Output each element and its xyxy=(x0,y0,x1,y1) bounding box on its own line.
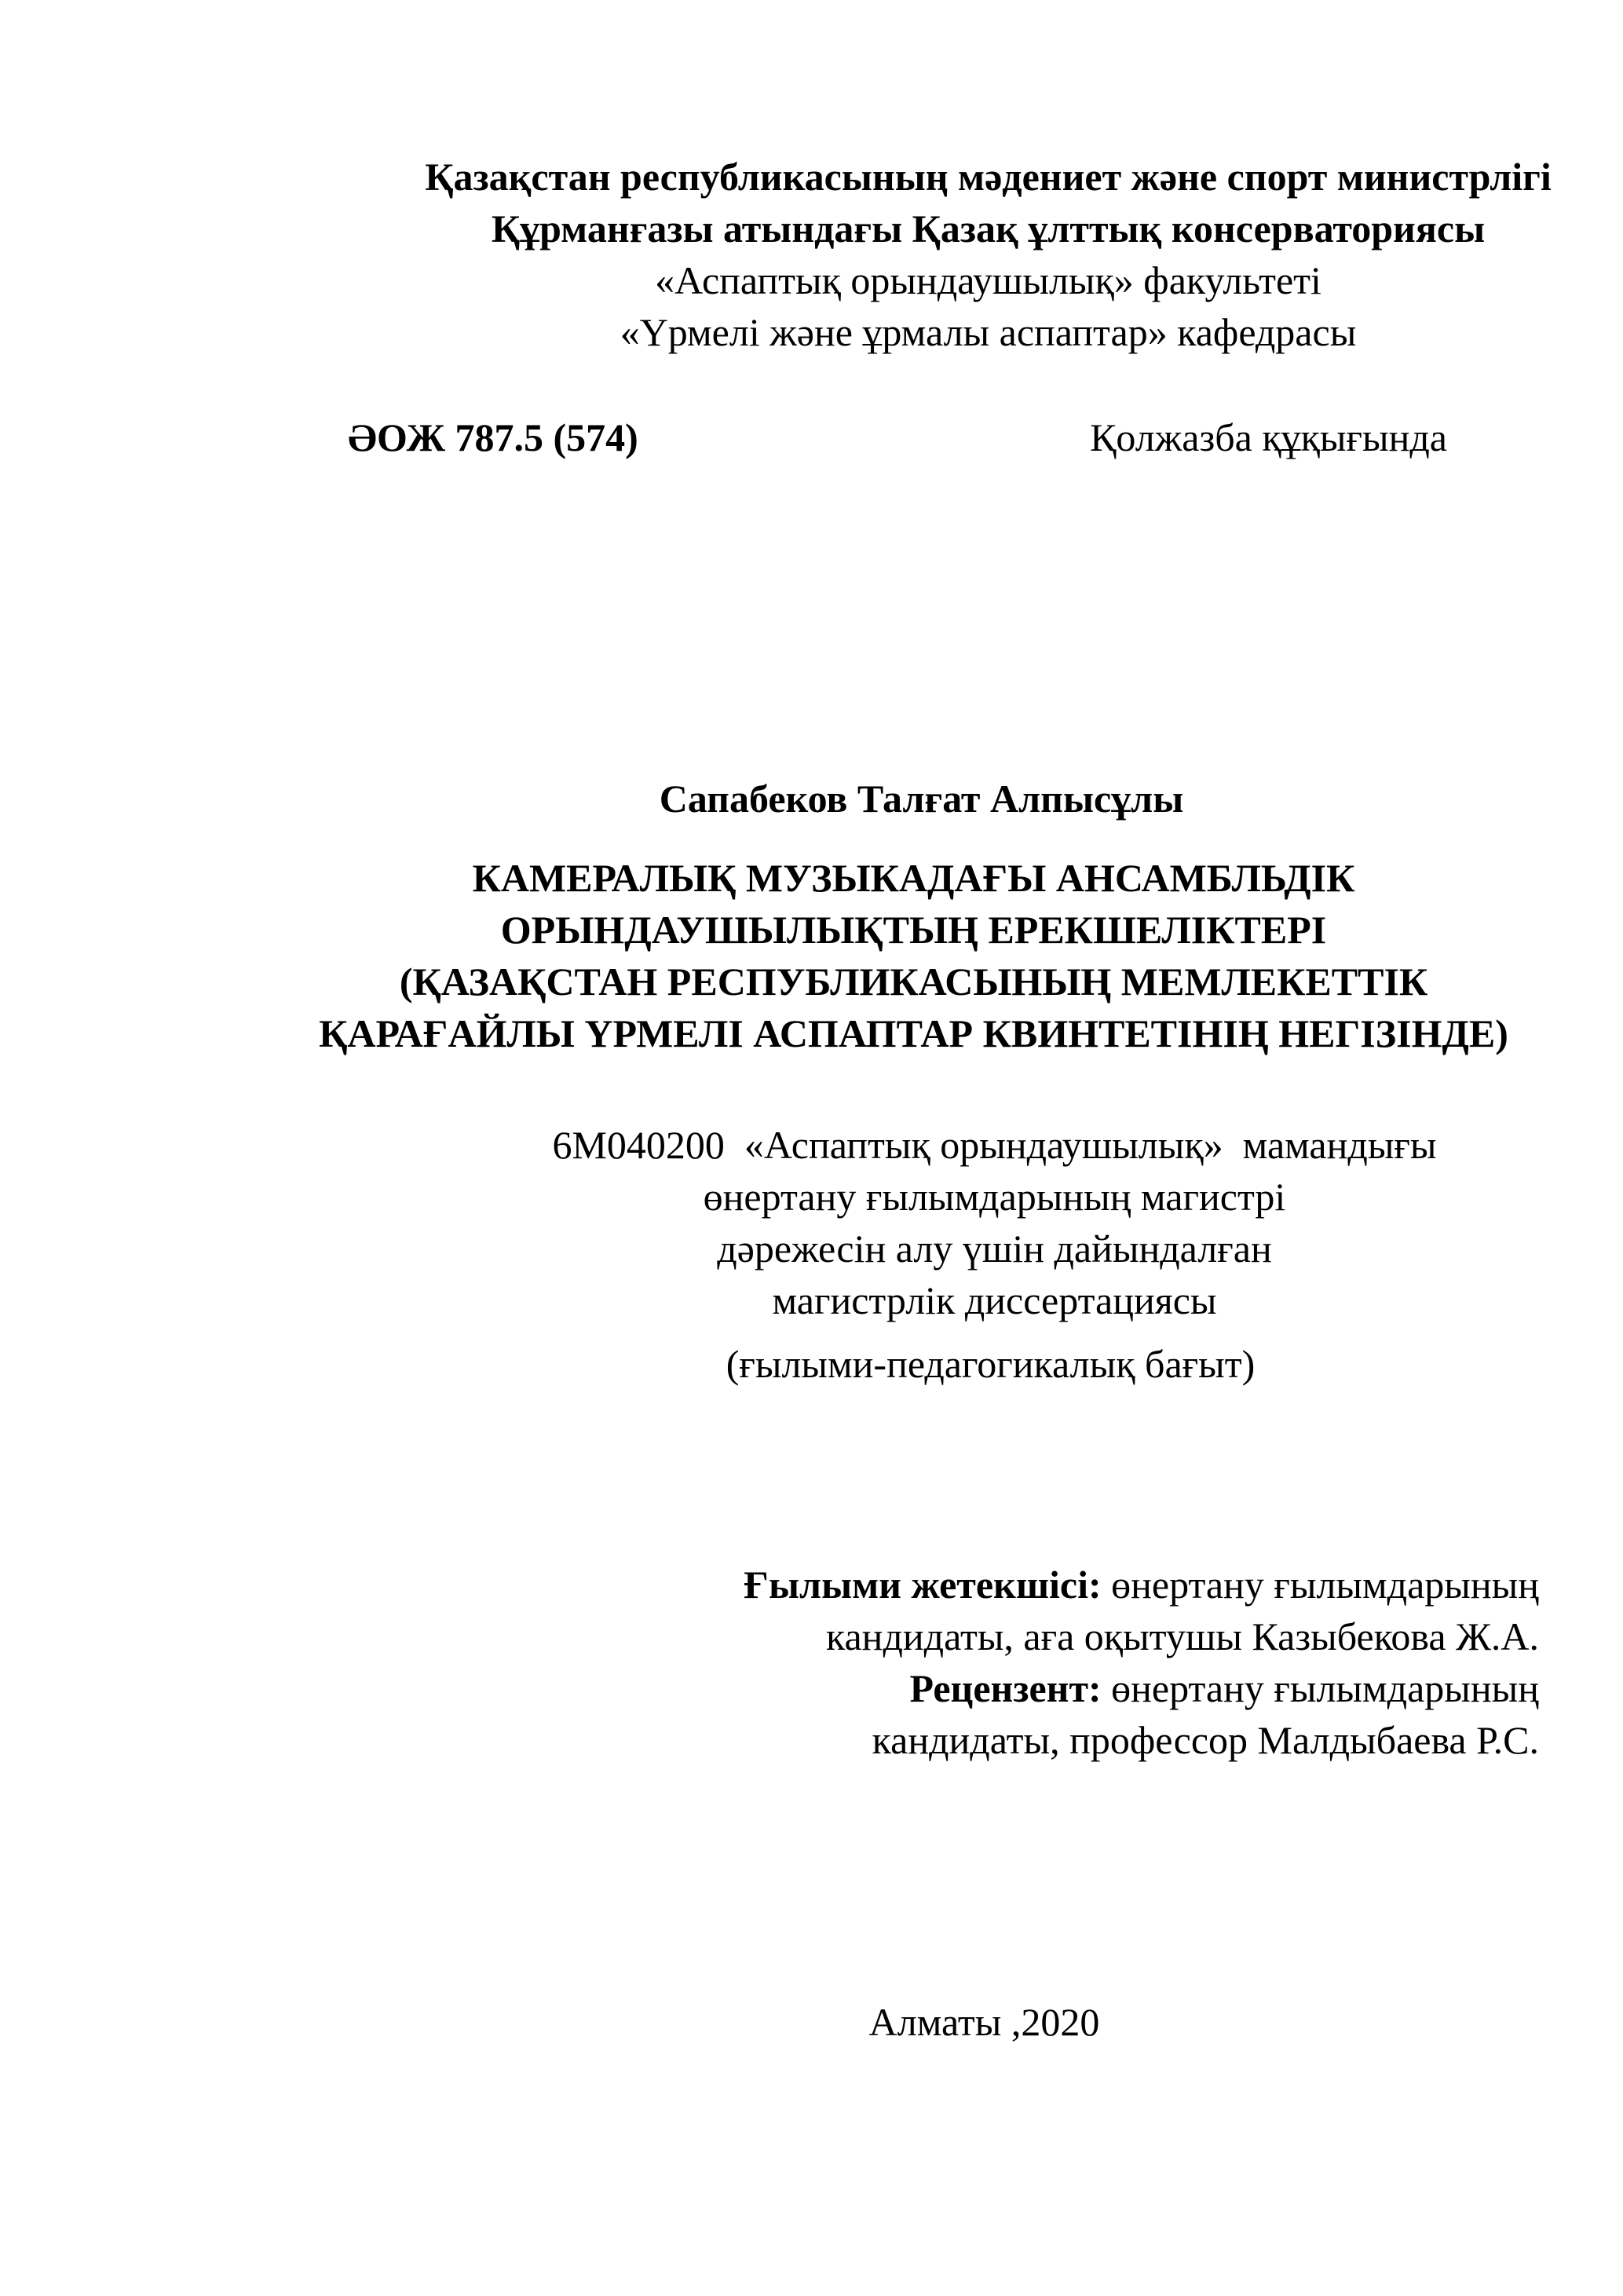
degree-line-3: магистрлік диссертациясы xyxy=(772,1278,1217,1322)
udc-row xyxy=(0,411,1623,463)
degree-line-1: өнертану ғылымдарының магистрі xyxy=(703,1175,1286,1219)
supervisor-block xyxy=(0,1559,1623,1766)
supervisor-text: өнертану ғылымдарының xyxy=(1101,1563,1539,1607)
specialty-block xyxy=(183,1119,1623,1326)
reviewer-line-2: кандидаты, профессор Малдыбаева Р.С. xyxy=(872,1718,1539,1762)
title-line-4: ҚАРАҒАЙЛЫ ҮРМЕЛІ АСПАПТАР КВИНТЕТІНІҢ НЕГІЗІНДЕ) xyxy=(319,1011,1508,1055)
manuscript-note: Қолжазба құқығында xyxy=(1090,415,1447,459)
udc-code: ӘОЖ 787.5 (574) xyxy=(348,415,638,459)
specialty-code-line: 6М040200 «Аспаптық орындаушылық» мамандығы xyxy=(552,1123,1437,1167)
institution-header xyxy=(177,151,1623,358)
university-line: Құрманғазы атындағы Қазақ ұлттық консерваториясы xyxy=(491,207,1486,250)
city-year-line: Алматы ,2020 xyxy=(868,2000,1100,2044)
author-name: Сапабеков Талғат Алпысұлы xyxy=(659,777,1184,821)
ministry-line: Қазақстан республикасының мәдениет және спорт министрлігі xyxy=(425,155,1552,199)
reviewer-line-1 xyxy=(0,1662,1539,1714)
title-line-2: ОРЫНДАУШЫЛЫҚТЫҢ ЕРЕКШЕЛІКТЕРІ xyxy=(500,908,1327,952)
title-line-3: (ҚАЗАҚСТАН РЕСПУБЛИКАСЫНЫҢ МЕМЛЕКЕТТІК xyxy=(399,960,1428,1004)
dissertation-title xyxy=(102,852,1623,1059)
department-line: «Үрмелі және ұрмалы аспаптар» кафедрасы xyxy=(620,310,1357,354)
reviewer-label: Рецензент: xyxy=(909,1666,1102,1710)
title-line-1: КАМЕРАЛЫҚ МУЗЫКАДАҒЫ АНСАМБЛЬДІК xyxy=(472,856,1355,900)
supervisor-line-2: кандидаты, аға оқытушы Казыбекова Ж.А. xyxy=(825,1614,1539,1658)
degree-line-2: дәрежесін алу үшін дайындалған xyxy=(717,1227,1272,1270)
supervisor-line-1 xyxy=(0,1559,1539,1610)
faculty-line: «Аспаптық орындаушылық» факультеті xyxy=(655,258,1321,302)
reviewer-text: өнертану ғылымдарының xyxy=(1101,1666,1539,1710)
supervisor-label: Ғылыми жетекшісі: xyxy=(744,1563,1102,1607)
direction-note: (ғылыми-педагогикалық бағыт) xyxy=(726,1342,1256,1386)
